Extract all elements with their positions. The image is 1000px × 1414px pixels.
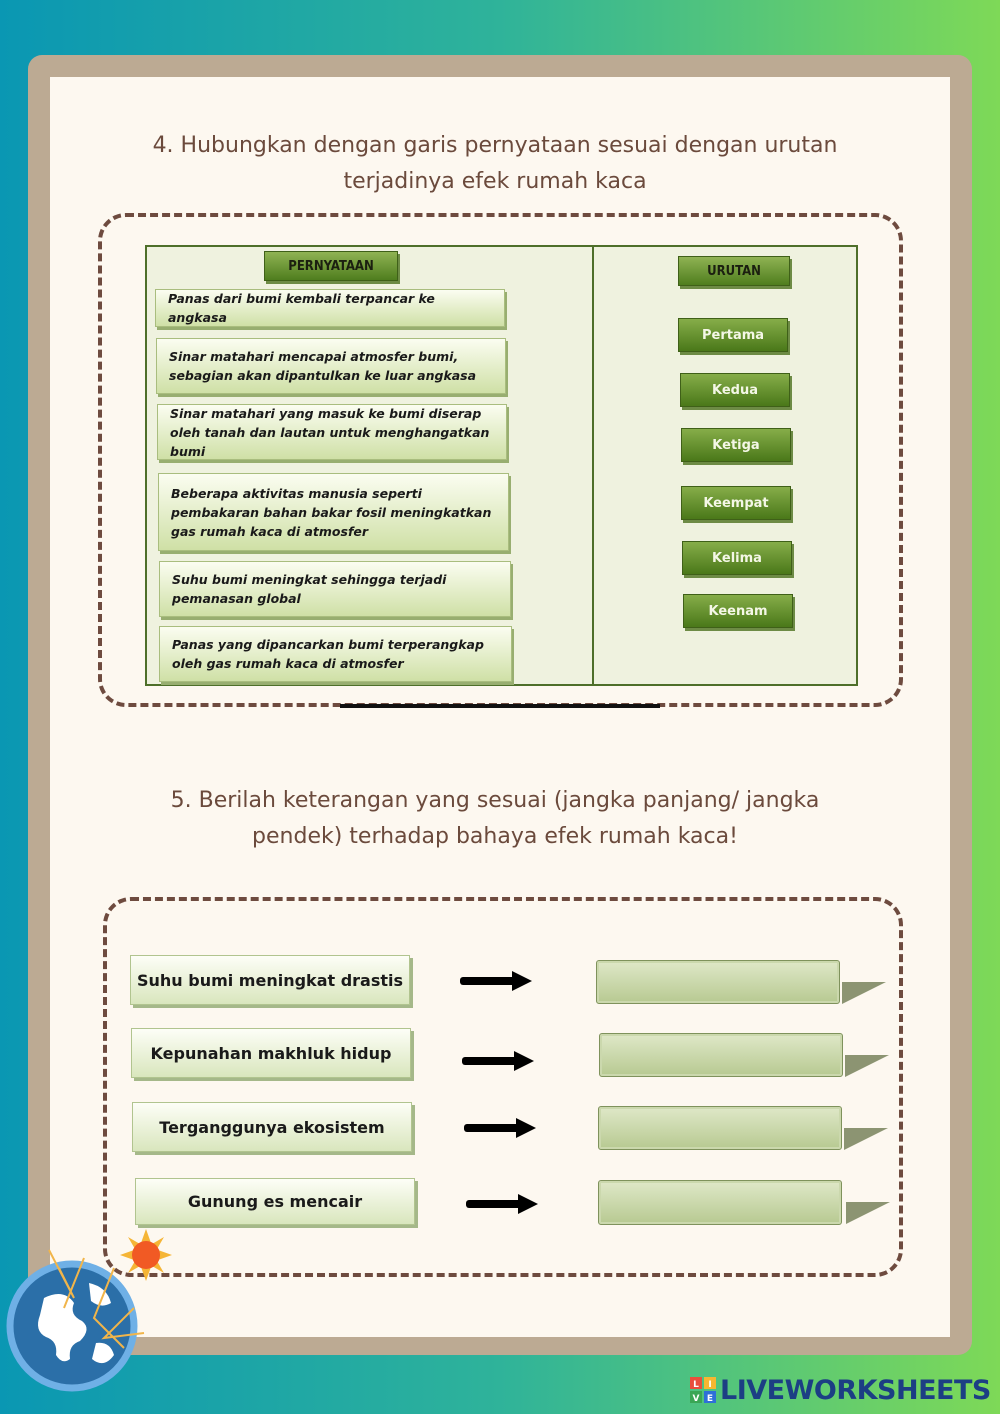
danger-4: Gunung es mencair	[135, 1178, 415, 1225]
field-shadow	[844, 1128, 888, 1150]
statement-3[interactable]: Sinar matahari yang masuk ke bumi diserap oleh tanah dan lautan untuk menghangatkan bumi	[157, 404, 507, 460]
q5-prompt	[80, 783, 910, 855]
logo-text: LIVEWORKSHEETS	[720, 1374, 991, 1406]
field-shadow	[845, 1055, 889, 1077]
order-kelima[interactable]: Kelima	[682, 541, 792, 575]
answer-field-1[interactable]	[596, 960, 840, 1004]
order-keempat[interactable]: Keempat	[681, 486, 791, 520]
order-header: URUTAN	[678, 256, 790, 286]
statement-2[interactable]: Sinar matahari mencapai atmosfer bumi, sebagian akan dipantulkan ke luar angkasa	[156, 338, 506, 394]
arrow-right-icon	[464, 1117, 536, 1139]
globe-sun-icon	[4, 1228, 184, 1408]
statements-header: PERNYATAAN	[264, 251, 398, 281]
statement-5[interactable]: Suhu bumi meningkat sehingga terjadi pemanasan global	[159, 561, 511, 617]
q4-prompt-line1: 4. Hubungkan dengan garis pernyataan sesuai dengan urutan	[152, 133, 838, 158]
statement-6[interactable]: Panas yang dipancarkan bumi terperangkap oleh gas rumah kaca di atmosfer	[159, 626, 512, 682]
answer-field-4[interactable]	[598, 1180, 842, 1225]
answer-field-3[interactable]	[598, 1106, 842, 1150]
liveworksheets-mark-icon	[690, 1377, 716, 1403]
liveworksheets-logo	[690, 1372, 991, 1408]
divider-line	[340, 704, 660, 708]
arrow-right-icon	[466, 1193, 538, 1215]
q4-prompt-line2: terjadinya efek rumah kaca	[343, 169, 647, 194]
order-ketiga[interactable]: Ketiga	[681, 428, 791, 462]
order-kedua[interactable]: Kedua	[680, 373, 790, 407]
statement-1[interactable]: Panas dari bumi kembali terpancar ke angkasa	[155, 289, 505, 327]
danger-2: Kepunahan makhluk hidup	[131, 1028, 411, 1078]
danger-3: Terganggunya ekosistem	[132, 1102, 412, 1152]
svg-text:L: L	[693, 1380, 699, 1390]
svg-text:E: E	[706, 1394, 714, 1403]
field-shadow	[846, 1202, 890, 1224]
danger-1: Suhu bumi meningkat drastis	[130, 955, 410, 1005]
arrow-right-icon	[460, 970, 532, 992]
statement-4[interactable]: Beberapa aktivitas manusia seperti pembakaran bahan bakar fosil meningkatkan gas rumah kaca di atmosfer	[158, 473, 509, 551]
field-shadow	[842, 982, 886, 1004]
arrow-right-icon	[462, 1050, 534, 1072]
table-divider	[592, 247, 594, 684]
order-keenam[interactable]: Keenam	[683, 594, 793, 628]
answer-field-2[interactable]	[599, 1033, 843, 1077]
order-pertama[interactable]: Pertama	[678, 318, 788, 352]
svg-text:I: I	[708, 1380, 712, 1390]
q5-prompt-line2: pendek) terhadap bahaya efek rumah kaca!	[252, 824, 738, 849]
q5-prompt-line1: 5. Berilah keterangan yang sesuai (jangka panjang/ jangka	[170, 788, 820, 813]
q4-prompt	[80, 128, 910, 200]
svg-text:V: V	[692, 1394, 700, 1403]
